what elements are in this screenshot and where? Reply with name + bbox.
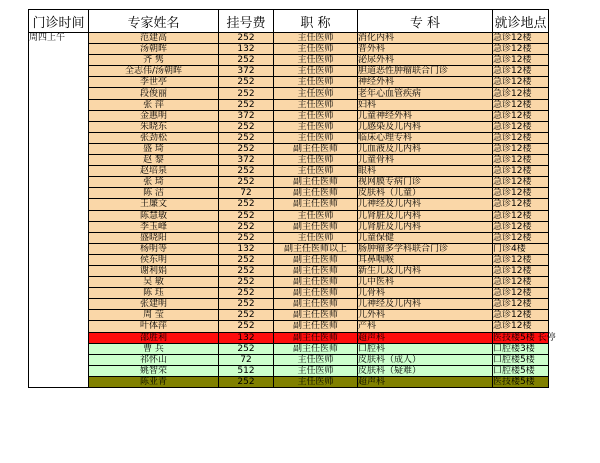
table-row xyxy=(29,188,549,199)
header-specialty: 专 科 xyxy=(358,10,493,33)
table-row xyxy=(29,332,549,343)
expert-name-cell: 陈亚青 xyxy=(89,376,219,387)
location-cell: 口腔楼5楼 xyxy=(493,365,549,376)
specialty-cell: 皮肤科（疑难） xyxy=(358,365,493,376)
table-row xyxy=(29,177,549,188)
specialty-cell: 妇科 xyxy=(358,99,493,110)
specialty-cell: 儿童保健 xyxy=(358,232,493,243)
fee-cell: 372 xyxy=(219,110,274,121)
table-row xyxy=(29,199,549,210)
table-row xyxy=(29,55,549,66)
fee-cell: 252 xyxy=(219,221,274,232)
table-row xyxy=(29,343,549,354)
title-cell: 主任医师 xyxy=(274,166,358,177)
title-cell: 副主任医师 xyxy=(274,277,358,288)
location-cell: 急诊12楼 xyxy=(493,66,549,77)
fee-cell: 372 xyxy=(219,66,274,77)
specialty-cell: 视网膜专病门诊 xyxy=(358,177,493,188)
expert-name-cell: 齐 隽 xyxy=(89,55,219,66)
specialty-cell: 老年心血管疾病 xyxy=(358,88,493,99)
expert-name-cell: 张 琦 xyxy=(89,177,219,188)
table-row xyxy=(29,232,549,243)
title-cell: 副主任医师 xyxy=(274,288,358,299)
expert-name-cell: 盛 琦 xyxy=(89,143,219,154)
expert-name-cell: 张劲松 xyxy=(89,132,219,143)
title-cell: 主任医师 xyxy=(274,132,358,143)
expert-name-cell: 汤朝晖 xyxy=(89,44,219,55)
fee-cell: 252 xyxy=(219,232,274,243)
specialty-cell: 口腔科 xyxy=(358,343,493,354)
table-row xyxy=(29,354,549,365)
fee-cell: 252 xyxy=(219,55,274,66)
title-cell: 副主任医师 xyxy=(274,299,358,310)
location-cell: 急诊12楼 xyxy=(493,277,549,288)
title-cell: 主任医师 xyxy=(274,110,358,121)
table-row xyxy=(29,66,549,77)
specialty-cell: 神经外科 xyxy=(358,77,493,88)
location-cell: 急诊12楼 xyxy=(493,199,549,210)
title-cell: 主任医师 xyxy=(274,376,358,387)
specialty-cell: 儿神经及儿内科 xyxy=(358,199,493,210)
title-cell: 副主任医师 xyxy=(274,188,358,199)
title-cell: 副主任医师 xyxy=(274,143,358,154)
expert-name-cell: 全志伟/汤朝晖 xyxy=(89,66,219,77)
fee-cell: 512 xyxy=(219,365,274,376)
specialty-cell: 泌尿外科 xyxy=(358,55,493,66)
title-cell: 副主任医师 xyxy=(274,177,358,188)
title-cell: 副主任医师 xyxy=(274,254,358,265)
title-cell: 主任医师 xyxy=(274,88,358,99)
location-cell: 口腔楼3楼 xyxy=(493,343,549,354)
location-cell: 急诊12楼 xyxy=(493,132,549,143)
location-cell: 医技楼5楼 xyxy=(493,376,549,387)
title-cell: 主任医师 xyxy=(274,121,358,132)
specialty-cell: 新生儿及儿内科 xyxy=(358,265,493,276)
specialty-cell: 儿骨科 xyxy=(358,288,493,299)
location-cell: 门诊4楼 xyxy=(493,243,549,254)
title-cell: 主任医师 xyxy=(274,44,358,55)
location-cell: 急诊12楼 xyxy=(493,221,549,232)
table-row xyxy=(29,88,549,99)
table-row xyxy=(29,44,549,55)
specialty-cell: 超声科 xyxy=(358,376,493,387)
title-cell: 副主任医师以上 xyxy=(274,243,358,254)
header-title: 职 称 xyxy=(274,10,358,33)
expert-name-cell: 王廉文 xyxy=(89,199,219,210)
expert-name-cell: 谢利娟 xyxy=(89,265,219,276)
table-row xyxy=(29,77,549,88)
specialty-cell: 肠肿瘤多学科联合门诊 xyxy=(358,243,493,254)
location-cell: 急诊12楼 xyxy=(493,88,549,99)
location-cell: 急诊12楼 xyxy=(493,33,549,44)
expert-name-cell: 陈 洁 xyxy=(89,188,219,199)
title-cell: 主任医师 xyxy=(274,354,358,365)
specialty-cell: 眼科 xyxy=(358,166,493,177)
fee-cell: 252 xyxy=(219,33,274,44)
fee-cell: 372 xyxy=(219,155,274,166)
fee-cell: 252 xyxy=(219,343,274,354)
specialty-cell: 普外科 xyxy=(358,44,493,55)
expert-name-cell: 吴 敏 xyxy=(89,277,219,288)
fee-cell: 72 xyxy=(219,354,274,365)
fee-cell: 252 xyxy=(219,132,274,143)
specialty-cell: 儿外科 xyxy=(358,310,493,321)
title-cell: 主任医师 xyxy=(274,232,358,243)
header-row xyxy=(29,10,549,33)
fee-cell: 252 xyxy=(219,166,274,177)
expert-name-cell: 陈 珏 xyxy=(89,288,219,299)
location-cell: 急诊12楼 xyxy=(493,155,549,166)
fee-cell: 252 xyxy=(219,376,274,387)
fee-cell: 252 xyxy=(219,143,274,154)
location-cell: 急诊12楼 xyxy=(493,44,549,55)
table-row xyxy=(29,110,549,121)
location-cell: 急诊12楼 xyxy=(493,254,549,265)
specialty-cell: 产科 xyxy=(358,321,493,332)
title-cell: 副主任医师 xyxy=(274,321,358,332)
expert-name-cell: 周 莹 xyxy=(89,310,219,321)
expert-name-cell: 张建明 xyxy=(89,299,219,310)
expert-name-cell: 金惠明 xyxy=(89,110,219,121)
expert-name-cell: 段俊丽 xyxy=(89,88,219,99)
fee-cell: 132 xyxy=(219,44,274,55)
expert-name-cell: 姚智荣 xyxy=(89,365,219,376)
specialty-cell: 儿童神经外科 xyxy=(358,110,493,121)
title-cell: 主任医师 xyxy=(274,99,358,110)
clinic-time-cell: 周四上午 xyxy=(29,33,89,388)
header-location: 就诊地点 xyxy=(493,10,549,33)
location-cell: 急诊12楼 xyxy=(493,143,549,154)
title-cell: 副主任医师 xyxy=(274,310,358,321)
table-row xyxy=(29,365,549,376)
title-cell: 副主任医师 xyxy=(274,332,358,343)
expert-name-cell: 曹 兵 xyxy=(89,343,219,354)
specialty-cell: 儿神经及儿内科 xyxy=(358,299,493,310)
title-cell: 副主任医师 xyxy=(274,265,358,276)
fee-cell: 132 xyxy=(219,243,274,254)
expert-name-cell: 赵培泉 xyxy=(89,166,219,177)
fee-cell: 252 xyxy=(219,299,274,310)
fee-cell: 252 xyxy=(219,177,274,188)
schedule-body xyxy=(29,33,556,388)
fee-cell: 252 xyxy=(219,77,274,88)
table-row xyxy=(29,265,549,276)
title-cell: 主任医师 xyxy=(274,77,358,88)
table-row xyxy=(29,221,549,232)
fee-cell: 252 xyxy=(219,321,274,332)
header-expert-name: 专家姓名 xyxy=(89,10,219,33)
expert-name-cell: 邵胜利 xyxy=(89,332,219,343)
title-cell: 主任医师 xyxy=(274,55,358,66)
table-row xyxy=(29,310,549,321)
table-row xyxy=(29,143,549,154)
table-row xyxy=(29,299,549,310)
table-row xyxy=(29,254,549,265)
location-cell: 急诊12楼 xyxy=(493,232,549,243)
expert-name-cell: 赵 黎 xyxy=(89,155,219,166)
expert-name-cell: 张 萍 xyxy=(89,99,219,110)
location-cell: 急诊12楼 xyxy=(493,210,549,221)
expert-name-cell: 陈慧敏 xyxy=(89,210,219,221)
table-row xyxy=(29,210,549,221)
expert-name-cell: 范建高 xyxy=(89,33,219,44)
fee-cell: 252 xyxy=(219,277,274,288)
fee-cell: 252 xyxy=(219,254,274,265)
title-cell: 副主任医师 xyxy=(274,199,358,210)
fee-cell: 252 xyxy=(219,265,274,276)
location-cell: 急诊12楼 xyxy=(493,288,549,299)
fee-cell: 252 xyxy=(219,99,274,110)
header-registration-fee: 挂号费 xyxy=(219,10,274,33)
table-row xyxy=(29,99,549,110)
table-row xyxy=(29,376,549,387)
table-row xyxy=(29,243,549,254)
location-cell: 急诊12楼 xyxy=(493,166,549,177)
location-cell: 急诊12楼 xyxy=(493,321,549,332)
expert-name-cell: 盛晓阳 xyxy=(89,232,219,243)
specialty-cell: 儿童骨科 xyxy=(358,155,493,166)
title-cell: 主任医师 xyxy=(274,33,358,44)
title-cell: 主任医师 xyxy=(274,155,358,166)
expert-name-cell: 杨明等 xyxy=(89,243,219,254)
table-row xyxy=(29,321,549,332)
location-cell: 急诊12楼 xyxy=(493,265,549,276)
table-row xyxy=(29,121,549,132)
specialty-cell: 儿感染及儿内科 xyxy=(358,121,493,132)
fee-cell: 252 xyxy=(219,288,274,299)
location-cell: 急诊12楼 xyxy=(493,99,549,110)
location-cell: 急诊12楼 xyxy=(493,55,549,66)
location-cell: 急诊12楼 xyxy=(493,77,549,88)
table-row xyxy=(29,33,549,44)
schedule-sheet xyxy=(28,9,556,388)
title-cell: 主任医师 xyxy=(274,66,358,77)
clinic-schedule-table xyxy=(28,9,556,388)
table-row xyxy=(29,166,549,177)
title-cell: 副主任医师 xyxy=(274,221,358,232)
fee-cell: 132 xyxy=(219,332,274,343)
fee-cell: 252 xyxy=(219,121,274,132)
specialty-cell: 儿中医科 xyxy=(358,277,493,288)
expert-name-cell: 叶体萍 xyxy=(89,321,219,332)
location-cell: 急诊12楼 xyxy=(493,299,549,310)
location-cell: 急诊12楼 xyxy=(493,121,549,132)
expert-name-cell: 侯东明 xyxy=(89,254,219,265)
table-row xyxy=(29,288,549,299)
header-clinic-time: 门诊时间 xyxy=(29,10,89,33)
specialty-cell: 皮肤科（儿童） xyxy=(358,188,493,199)
specialty-cell: 消化内科 xyxy=(358,33,493,44)
fee-cell: 72 xyxy=(219,188,274,199)
expert-name-cell: 朱晓东 xyxy=(89,121,219,132)
fee-cell: 252 xyxy=(219,210,274,221)
title-cell: 副主任医师 xyxy=(274,343,358,354)
specialty-cell: 儿肾脏及儿内科 xyxy=(358,210,493,221)
specialty-cell: 耳鼻咽喉 xyxy=(358,254,493,265)
title-cell: 主任医师 xyxy=(274,210,358,221)
location-cell: 医技楼5楼 长停 xyxy=(493,332,556,343)
table-row xyxy=(29,277,549,288)
title-cell: 主任医师 xyxy=(274,365,358,376)
specialty-cell: 皮肤科（成人） xyxy=(358,354,493,365)
table-row xyxy=(29,155,549,166)
table-row xyxy=(29,132,549,143)
specialty-cell: 儿肾脏及儿内科 xyxy=(358,221,493,232)
expert-name-cell: 李玉峰 xyxy=(89,221,219,232)
location-cell: 口腔楼5楼 xyxy=(493,354,549,365)
fee-cell: 252 xyxy=(219,310,274,321)
location-cell: 急诊12楼 xyxy=(493,177,549,188)
specialty-cell: 胆道恶性肿瘤联合门诊 xyxy=(358,66,493,77)
specialty-cell: 临床心理专科 xyxy=(358,132,493,143)
fee-cell: 252 xyxy=(219,88,274,99)
location-cell: 急诊12楼 xyxy=(493,310,549,321)
expert-name-cell: 李世亭 xyxy=(89,77,219,88)
location-cell: 急诊12楼 xyxy=(493,110,549,121)
location-cell: 急诊12楼 xyxy=(493,188,549,199)
specialty-cell: 儿血液及儿内科 xyxy=(358,143,493,154)
specialty-cell: 超声科 xyxy=(358,332,493,343)
fee-cell: 252 xyxy=(219,199,274,210)
expert-name-cell: 祁怀山 xyxy=(89,354,219,365)
